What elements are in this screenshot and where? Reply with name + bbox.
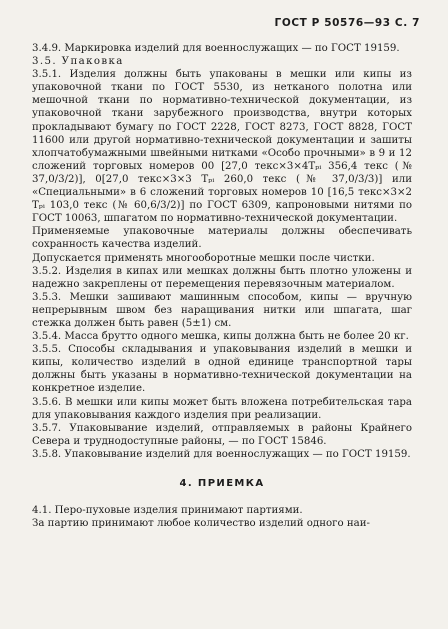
- paragraph-3-5-6: 3.5.6. В мешки или кипы может быть вложена потребительская тара для упаковывания каждого изделия при реализации.: [32, 396, 412, 421]
- subsection-title-packaging: 3.5. Упаковка: [32, 56, 124, 68]
- paragraph-3-5-4: 3.5.4. Масса брутто одного мешка, кипы должна быть не более 20 кг.: [32, 331, 409, 343]
- page-header: ГОСТ Р 50576—93 С. 7: [274, 17, 420, 29]
- paragraph-batch: За партию принимают любое количество изделий одного наи-: [32, 518, 370, 530]
- paragraph-3-5-5: 3.5.5. Способы складывания и упаковывания изделий в мешки и кипы, количество изделий в одной единице транспортной тары должны быть указаны в нормативно-технической документации на конкретное изделие.: [32, 344, 412, 395]
- paragraph-3-5-2: 3.5.2. Изделия в кипах или мешках должны быть плотно уложены и надежно закреплены от перемещения перевязочным материалом.: [32, 265, 412, 290]
- paragraph-3-5-7: 3.5.7. Упаковывание изделий, отправляемых в районы Крайнего Севера и труднодоступные районы, — по ГОСТ 15846.: [32, 422, 412, 447]
- paragraph-3-5-8: 3.5.8. Упаковывание изделий для военнослужащих — по ГОСТ 19159.: [32, 448, 411, 460]
- paragraph-3-5-1: 3.5.1. Изделия должны быть упакованы в мешки или кипы из упаковочной ткани по ГОСТ 5530, из нетканого полотна или мешочной ткани по нормативно-технической документации, из упаковочной ткани зарубежного производства, внутри которых прокладывают бумагу по ГОСТ 2228, ГОСТ 8273, ГОСТ 8828, ГОСТ 11600 или другой нормативно-технической документации и зашиты хлопчатобумажными швейными нитками «Особо прочными» в 9 и 12 сложений торговых номеров 00 [27,0 текс×3×4Tₚᵢ 356,4 текс (№ 37,0/3/2)], 0[27,0 текс×3×3 Tₚᵢ 260,0 текс (№ 37,0/3/3)] или «Специальными» в 6 сложений торговых номеров 10 [16,5 текс×3×2 Tₚᵢ 103,0 текс (№ 60,6/3/2)] по ГОСТ 6309, капроновыми нитями по ГОСТ 10063, шпагатом по нормативно-технической документации.: [32, 69, 412, 225]
- page-body: [32, 42, 412, 530]
- section-title-acceptance: 4. ПРИЕМКА: [179, 478, 265, 489]
- paragraph-reusable-bags: Допускается применять многооборотные мешки после чистки.: [32, 252, 375, 264]
- paragraph-materials: Применяемые упаковочные материалы должны обеспечивать сохранность качества изделий.: [32, 226, 412, 251]
- paragraph-4-1: 4.1. Перо-пуховые изделия принимают партиями.: [32, 505, 303, 517]
- paragraph-3-5-3: 3.5.3. Мешки зашивают машинным способом, кипы — вручную непрерывным швом без наращивания нитки или шпагата, шаг стежка должен быть равен (5±1) см.: [32, 291, 412, 329]
- paragraph-3-4-9: 3.4.9. Маркировка изделий для военнослужащих — по ГОСТ 19159.: [32, 43, 400, 54]
